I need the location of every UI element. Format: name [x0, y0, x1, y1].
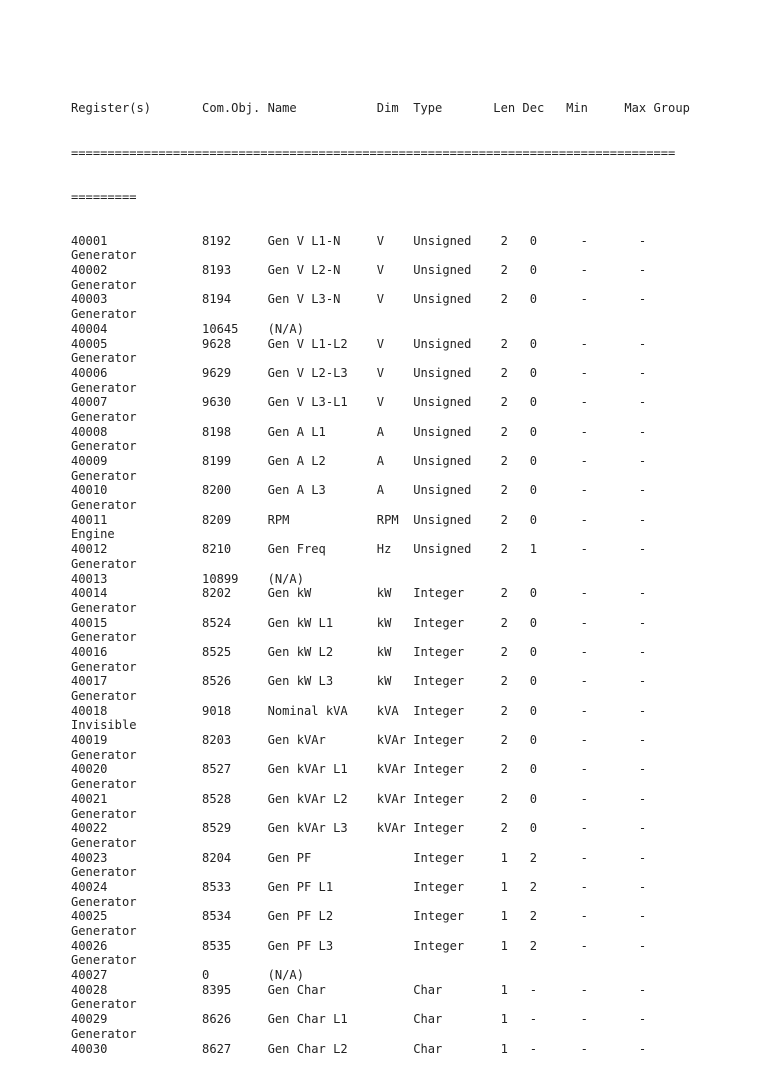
register-row-group: Generator [71, 307, 137, 322]
register-row-group: Generator [71, 380, 137, 395]
register-row-group: Generator [71, 248, 137, 263]
register-row: 40015 8524 Gen kW L1 kW Integer 2 0 - - [71, 615, 647, 630]
register-row: 40026 8535 Gen PF L3 Integer 1 2 - - [71, 938, 647, 953]
register-row: 40006 9629 Gen V L2-L3 V Unsigned 2 0 - - [71, 365, 647, 380]
register-row: 40016 8525 Gen kW L2 kW Integer 2 0 - - [71, 644, 647, 659]
register-row-group: Generator [71, 924, 137, 938]
register-row: 40002 8193 Gen V L2-N V Unsigned 2 0 - - [71, 263, 647, 278]
register-row-group: Generator [71, 498, 137, 513]
register-row-group: Generator [71, 468, 137, 483]
register-row-group: Generator [71, 409, 137, 424]
register-row: 40004 10645 (N/A) [71, 321, 304, 336]
register-row-group: Generator [71, 600, 137, 615]
register-row-group: Generator [71, 806, 137, 821]
register-row: 40003 8194 Gen V L3-N V Unsigned 2 0 - - [71, 292, 647, 307]
register-row: 40024 8533 Gen PF L1 Integer 1 2 - - [71, 879, 647, 894]
register-row: 40007 9630 Gen V L3-L1 V Unsigned 2 0 - - [71, 395, 647, 410]
register-row: 40013 10899 (N/A) [71, 571, 304, 586]
register-row: 40010 8200 Gen A L3 A Unsigned 2 0 - - [71, 483, 647, 498]
register-row: 40025 8534 Gen PF L2 Integer 1 2 - - [71, 909, 647, 924]
register-table-document [71, 72, 690, 1071]
register-row: 40019 8203 Gen kVAr kVAr Integer 2 0 - - [71, 733, 647, 748]
register-row-group: Generator [71, 953, 137, 968]
register-row: 40012 8210 Gen Freq Hz Unsigned 2 1 - - [71, 542, 647, 557]
register-row: 40011 8209 RPM RPM Unsigned 2 0 - - [71, 512, 647, 527]
register-row-group: Generator [71, 556, 137, 571]
register-row: 40009 8199 Gen A L2 A Unsigned 2 0 - - [71, 454, 647, 468]
register-row-group: Generator [71, 1026, 137, 1041]
register-row-group: Generator [71, 835, 137, 850]
register-row-group: Generator [71, 351, 137, 366]
register-row: 40028 8395 Gen Char Char 1 - - - [71, 982, 647, 997]
register-row-group: Generator [71, 439, 137, 454]
register-row: 40014 8202 Gen kW kW Integer 2 0 - - [71, 586, 647, 601]
register-rows [71, 234, 690, 1057]
separator-wrap-line: ========= [71, 189, 137, 204]
register-row-group: Generator [71, 689, 137, 703]
register-row: 40021 8528 Gen kVAr L2 kVAr Integer 2 0 - - [71, 791, 647, 806]
register-row: 40027 0 (N/A) [71, 968, 304, 983]
register-row-group: Generator [71, 630, 137, 645]
register-row: 40001 8192 Gen V L1-N V Unsigned 2 0 - - [71, 233, 647, 248]
register-row-group: Invisible [71, 718, 137, 733]
register-row: 40008 8198 Gen A L1 A Unsigned 2 0 - - [71, 424, 647, 439]
separator-line: =================================================================================== [71, 145, 676, 160]
table-header-line: Register(s) Com.Obj. Name Dim Type Len Dec Min Max Group [71, 101, 690, 116]
register-row-group: Engine [71, 527, 115, 542]
register-row: 40017 8526 Gen kW L3 kW Integer 2 0 - - [71, 674, 647, 689]
register-row-group: Generator [71, 747, 137, 762]
register-row: 40020 8527 Gen kVAr L1 kVAr Integer 2 0 - - [71, 762, 647, 777]
register-row-group: Generator [71, 894, 137, 909]
register-row: 40030 8627 Gen Char L2 Char 1 - - - [71, 1041, 647, 1056]
register-row: 40018 9018 Nominal kVA kVA Integer 2 0 - - [71, 703, 647, 718]
register-row: 40022 8529 Gen kVAr L3 kVAr Integer 2 0 - - [71, 821, 647, 836]
register-row: 40029 8626 Gen Char L1 Char 1 - - - [71, 1012, 647, 1027]
register-row-group: Generator [71, 777, 137, 792]
register-row-group: Generator [71, 865, 137, 880]
register-row: 40023 8204 Gen PF Integer 1 2 - - [71, 850, 647, 865]
register-row: 40005 9628 Gen V L1-L2 V Unsigned 2 0 - - [71, 336, 647, 351]
register-row-group: Generator [71, 659, 137, 674]
register-row-group: Generator [71, 997, 137, 1012]
register-row-group: Generator [71, 277, 137, 292]
